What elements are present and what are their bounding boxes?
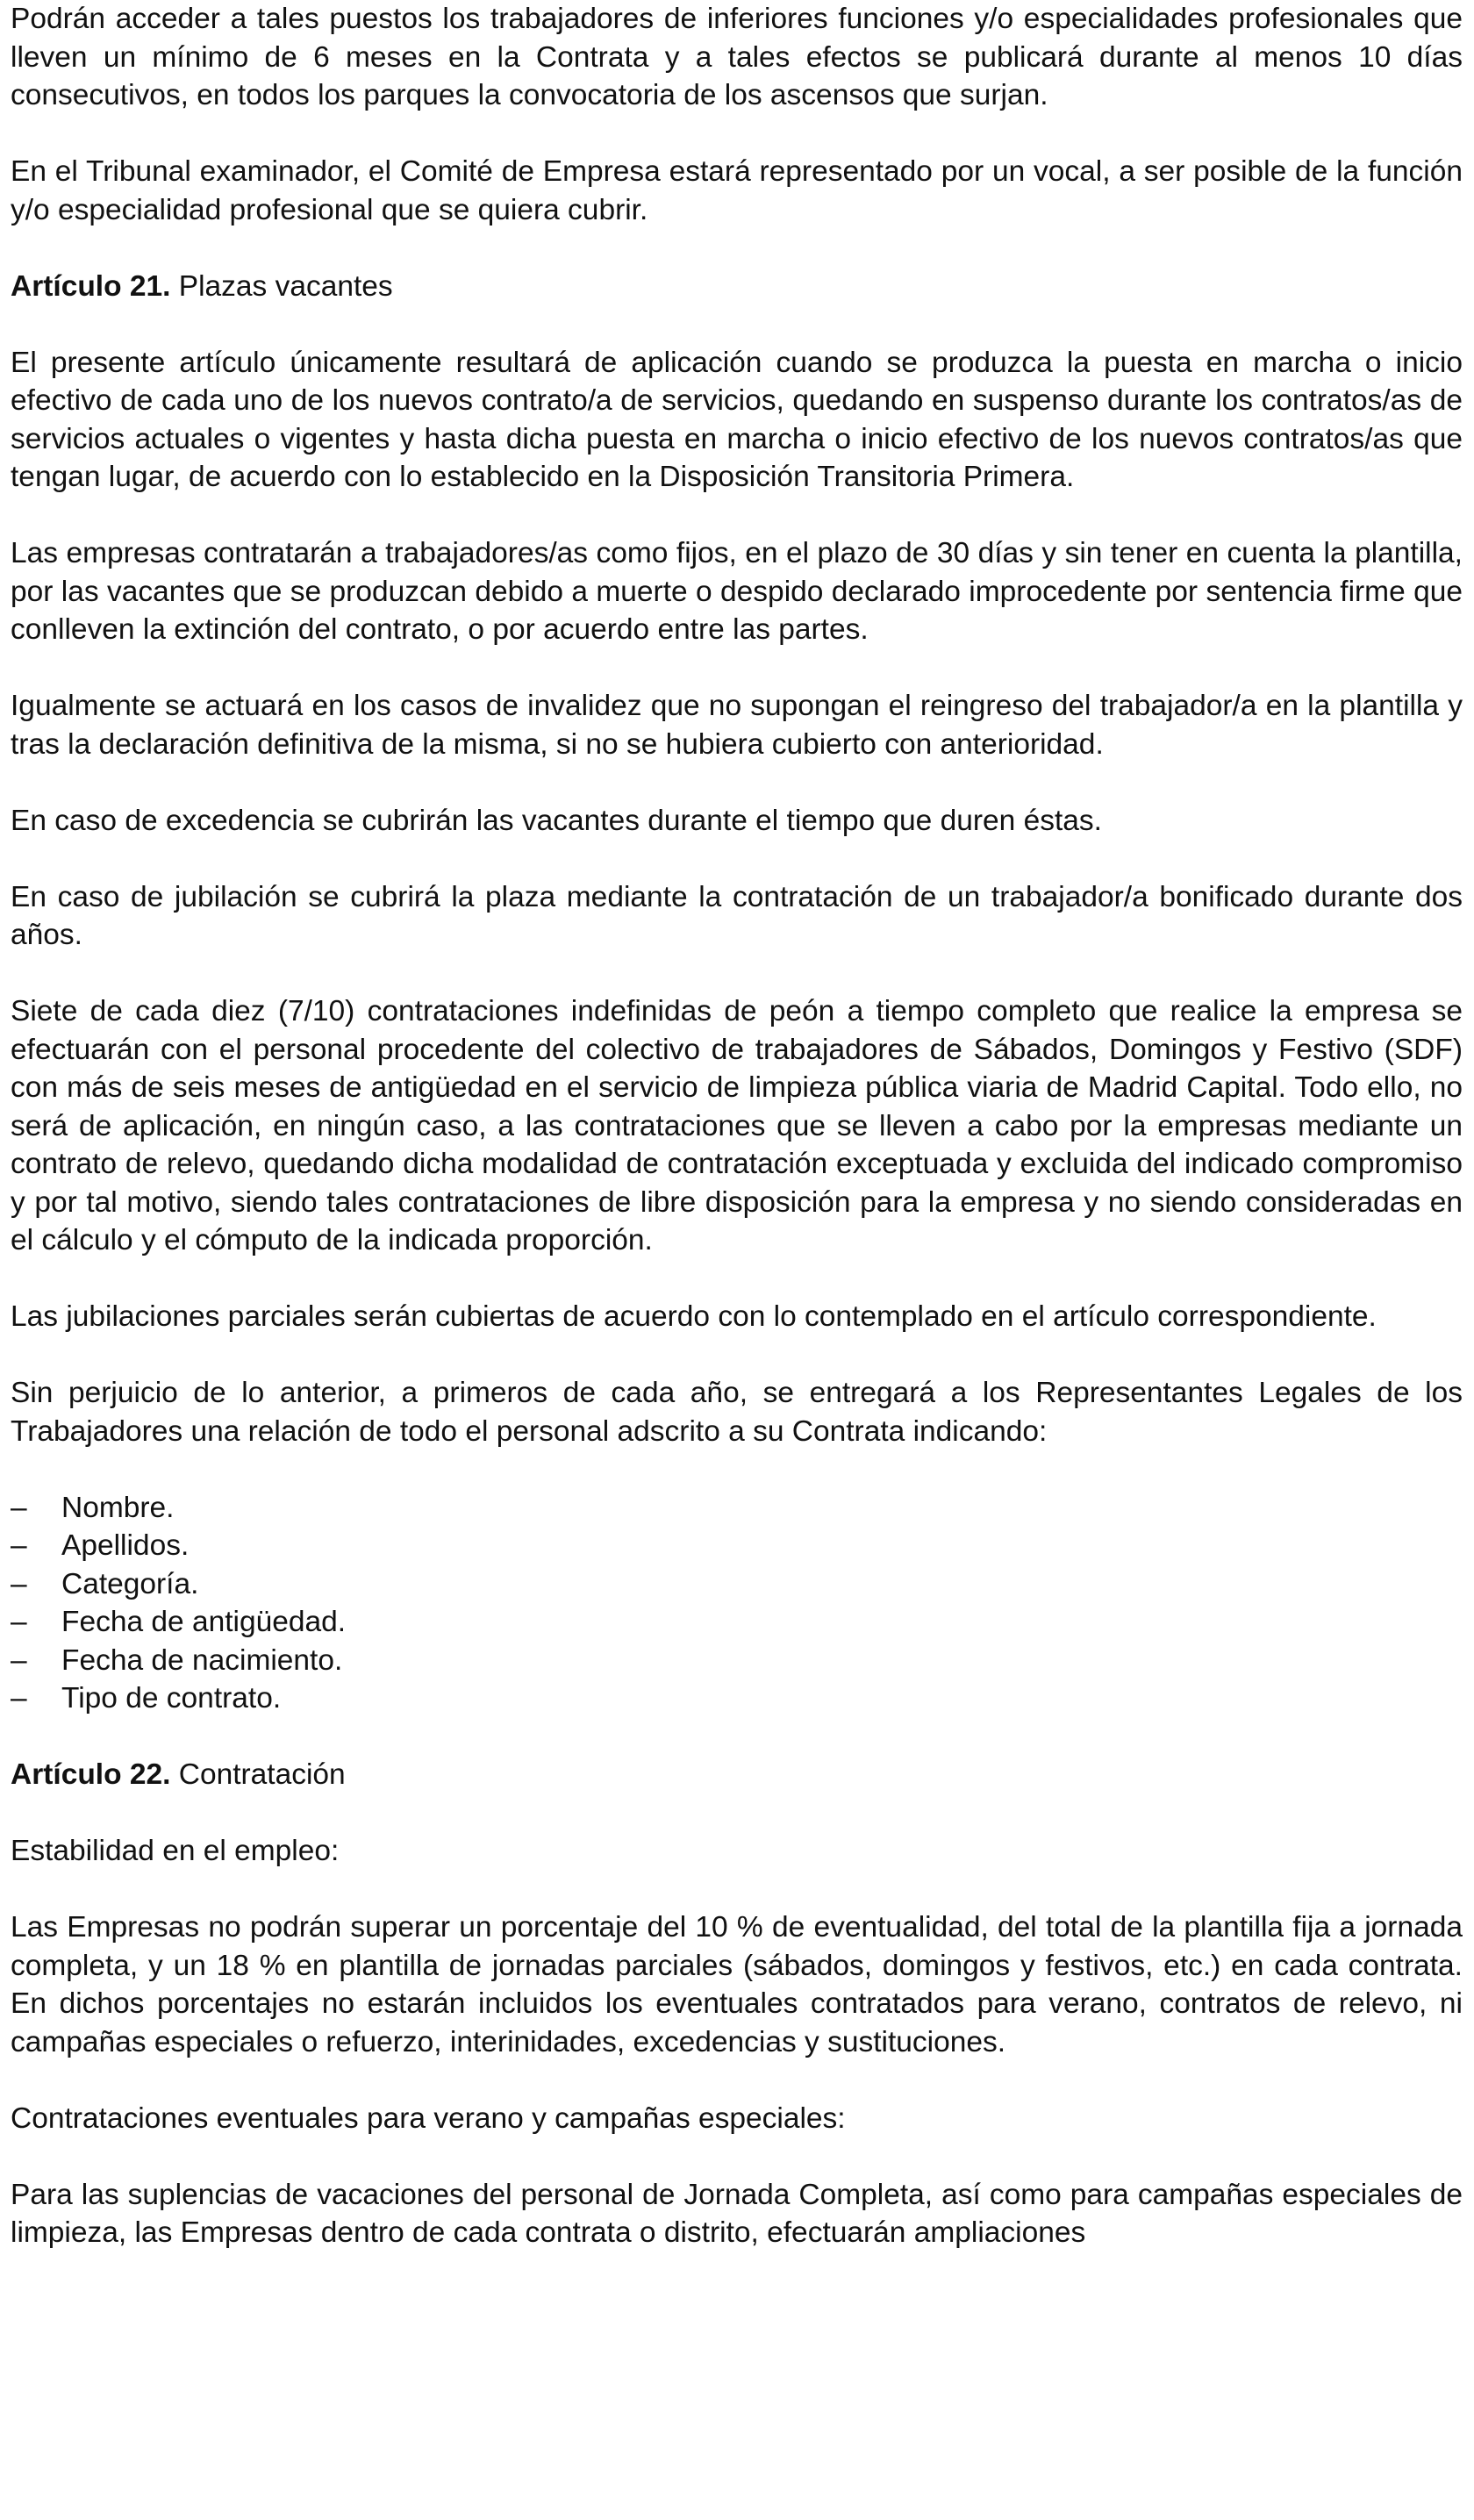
list-item-text: Fecha de antigüedad. — [61, 1606, 347, 1638]
paragraph: En caso de excedencia se cubrirán las vacantes durante el tiempo que duren éstas. — [11, 804, 1102, 837]
paragraph: Para las suplencias de vacaciones del personal de Jornada Completa, así como para campañas especiales de limpieza, las Empresas dentro de cada contrata o distrito, efectuarán ampliaciones — [11, 2178, 1463, 2249]
article-22-title: Contratación — [170, 1758, 346, 1791]
dash-bullet: – — [11, 1529, 27, 1562]
list-item-text: Apellidos. — [61, 1529, 190, 1562]
paragraph: Las Empresas no podrán superar un porcentaje del 10 % de eventualidad, del total de la plantilla fija a jornada completa, y un 18 % en plantilla de jornadas parciales (sábados, domingos y festivos, etc.) en cada contrata. En dichos porcentajes no estarán incluidos los eventuales contratados para verano, contratos de relevo, ni campañas especiales o refuerzo, interinidades, excedencias y sustituciones. — [11, 1911, 1463, 2058]
list-item-text: Categoría. — [61, 1567, 199, 1600]
article-22-label: Artículo 22. — [11, 1758, 171, 1791]
paragraph: Sin perjuicio de lo anterior, a primeros de cada año, se entregará a los Representantes Legales de los Trabajadores una relación de todo el personal adscrito a su Contrata indicando: — [11, 1377, 1463, 1448]
paragraph: Siete de cada diez (7/10) contrataciones indefinidas de peón a tiempo completo que realice la empresa se efectuarán con el personal procedente del colectivo de trabajadores de Sábados, Domingos y Festivo (SDF) con más de seis meses de antigüedad en el servicio de limpieza pública viaria de Madrid Capital. Todo ello, no será de aplicación, en ningún caso, a las contrataciones que se lleven a cabo por la empresas mediante un contrato de relevo, quedando dicha modalidad de contratación exceptuada y excluida del indicado compromiso y por tal motivo, siendo tales contrataciones de libre disposición para la empresa y no siendo consideradas en el cálculo y el cómputo de la indicada proporción. — [11, 995, 1463, 1256]
paragraph: Las jubilaciones parciales serán cubiertas de acuerdo con lo contemplado en el artículo correspondiente. — [11, 1300, 1377, 1333]
list-item — [11, 1565, 1463, 1604]
dash-bullet: – — [11, 1643, 27, 1677]
paragraph: Igualmente se actuará en los casos de invalidez que no supongan el reingreso del trabajador/a en la plantilla y tras la declaración definitiva de la misma, si no se hubiera cubierto con anterioridad. — [11, 690, 1463, 761]
dash-bullet: – — [11, 1491, 27, 1524]
article-22-heading — [11, 1756, 1463, 1794]
dash-bullet: – — [11, 1606, 27, 1638]
list-item — [11, 1527, 1463, 1565]
dash-bullet: – — [11, 1567, 27, 1600]
paragraph: Contrataciones eventuales para verano y campañas especiales: — [11, 2101, 846, 2135]
list-item-text: Fecha de nacimiento. — [61, 1643, 343, 1677]
paragraph: En el Tribunal examinador, el Comité de Empresa estará representado por un vocal, a ser posible de la función y/o especialidad profesional que se quiera cubrir. — [11, 155, 1463, 226]
paragraph: Estabilidad en el empleo: — [11, 1835, 340, 1867]
paragraph: Las empresas contratarán a trabajadores/as como fijos, en el plazo de 30 días y sin tener en cuenta la plantilla, por las vacantes que se produzcan debido a muerte o despido declarado improcedente por sentencia firme que conlleven la extinción del contrato, o por acuerdo entre las partes. — [11, 537, 1463, 646]
list-item-text: Nombre. — [61, 1491, 175, 1524]
dash-bullet: – — [11, 1682, 27, 1715]
document-page — [11, 0, 1463, 2520]
list-item — [11, 1489, 1463, 1528]
article-21-heading — [11, 268, 1463, 306]
paragraph: El presente artículo únicamente resultará de aplicación cuando se produzca la puesta en marcha o inicio efectivo de cada uno de los nuevos contrato/a de servicios, quedando en suspenso durante los contratos/as de servicios actuales o vigentes y hasta dicha puesta en marcha o inicio efectivo de los nuevos contratos/as que tengan lugar, de acuerdo con lo establecido en la Disposición Transitoria Primera. — [11, 346, 1463, 493]
paragraph: Podrán acceder a tales puestos los trabajadores de inferiores funciones y/o especialidades profesionales que lleven un mínimo de 6 meses en la Contrata y a tales efectos se publicará durante al menos 10 días consecutivos, en todos los parques la convocatoria de los ascensos que surjan. — [11, 3, 1463, 111]
article-21-title: Plazas vacantes — [170, 269, 393, 303]
list-item — [11, 1642, 1463, 1680]
list-item — [11, 1603, 1463, 1642]
article-21-label: Artículo 21. — [11, 269, 171, 303]
paragraph: En caso de jubilación se cubrirá la plaza mediante la contratación de un trabajador/a bonificado durante dos años. — [11, 880, 1463, 951]
personnel-fields-list — [11, 1489, 1463, 1718]
list-item-text: Tipo de contrato. — [61, 1682, 282, 1715]
list-item — [11, 1679, 1463, 1718]
